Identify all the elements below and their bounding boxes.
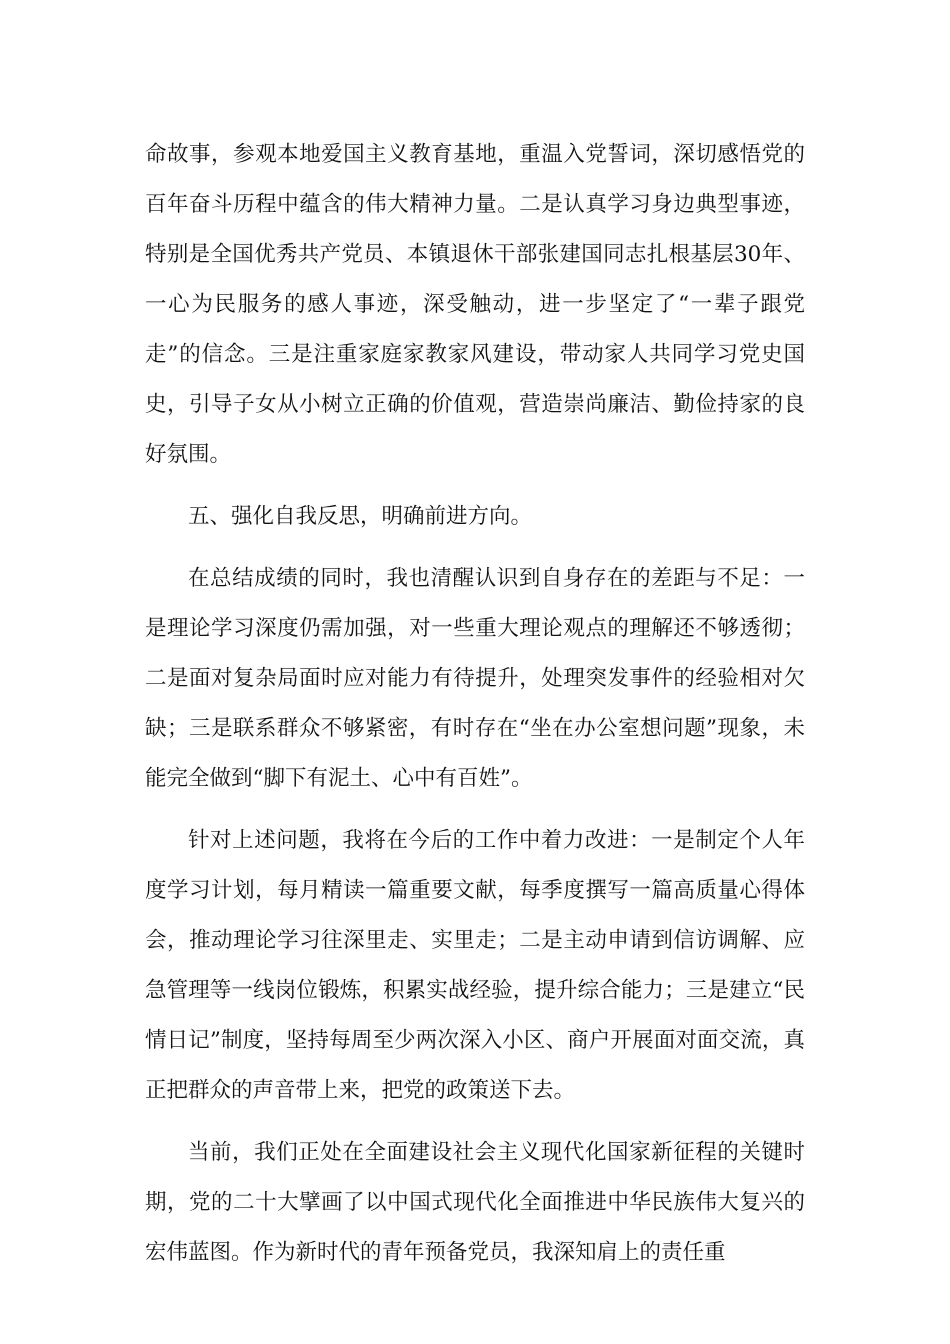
- paragraph-current-period: 当前，我们正处在全面建设社会主义现代化国家新征程的关键时期，党的二十大擘画了以中国式现代化全面推进中华民族伟大复兴的宏伟蓝图。作为新时代的青年预备党员，我深知肩上的责任重: [145, 1140, 805, 1265]
- paragraph-shortcomings: 在总结成绩的同时，我也清醒认识到自身存在的差距与不足：一是理论学习深度仍需加强，对一些重大理论观点的理解还不够透彻；二是面对复杂局面时应对能力有待提升，处理突发事件的经验相对欠缺；三是联系群众不够紧密，有时存在“坐在办公室想问题”现象，未能完全做到“脚下有泥土、心中有百姓”。: [145, 566, 805, 791]
- paragraph-improvements: 针对上述问题，我将在今后的工作中着力改进：一是制定个人年度学习计划，每月精读一篇重要文献，每季度撰写一篇高质量心得体会，推动理论学习往深里走、实里走；二是主动申请到信访调解、应急管理等一线岗位锻炼，积累实战经验，提升综合能力；三是建立“民情日记”制度，坚持每周至少两次深入小区、商户开展面对面交流，真正把群众的声音带上来，把党的政策送下去。: [145, 828, 805, 1103]
- document-body: [145, 130, 805, 1278]
- paragraph-continuation: 命故事，参观本地爱国主义教育基地，重温入党誓词，深切感悟党的百年奋斗历程中蕴含的伟大精神力量。二是认真学习身边典型事迹，特别是全国优秀共产党员、本镇退休干部张建国同志扎根基层30年、一心为民服务的感人事迹，深受触动，进一步坚定了“一辈子跟党走”的信念。三是注重家庭家教家风建设，带动家人共同学习党史国史，引导子女从小树立正确的价值观，营造崇尚廉洁、勤俭持家的良好氛围。: [145, 142, 805, 467]
- section-heading-five: 五、强化自我反思，明确前进方向。: [188, 504, 533, 529]
